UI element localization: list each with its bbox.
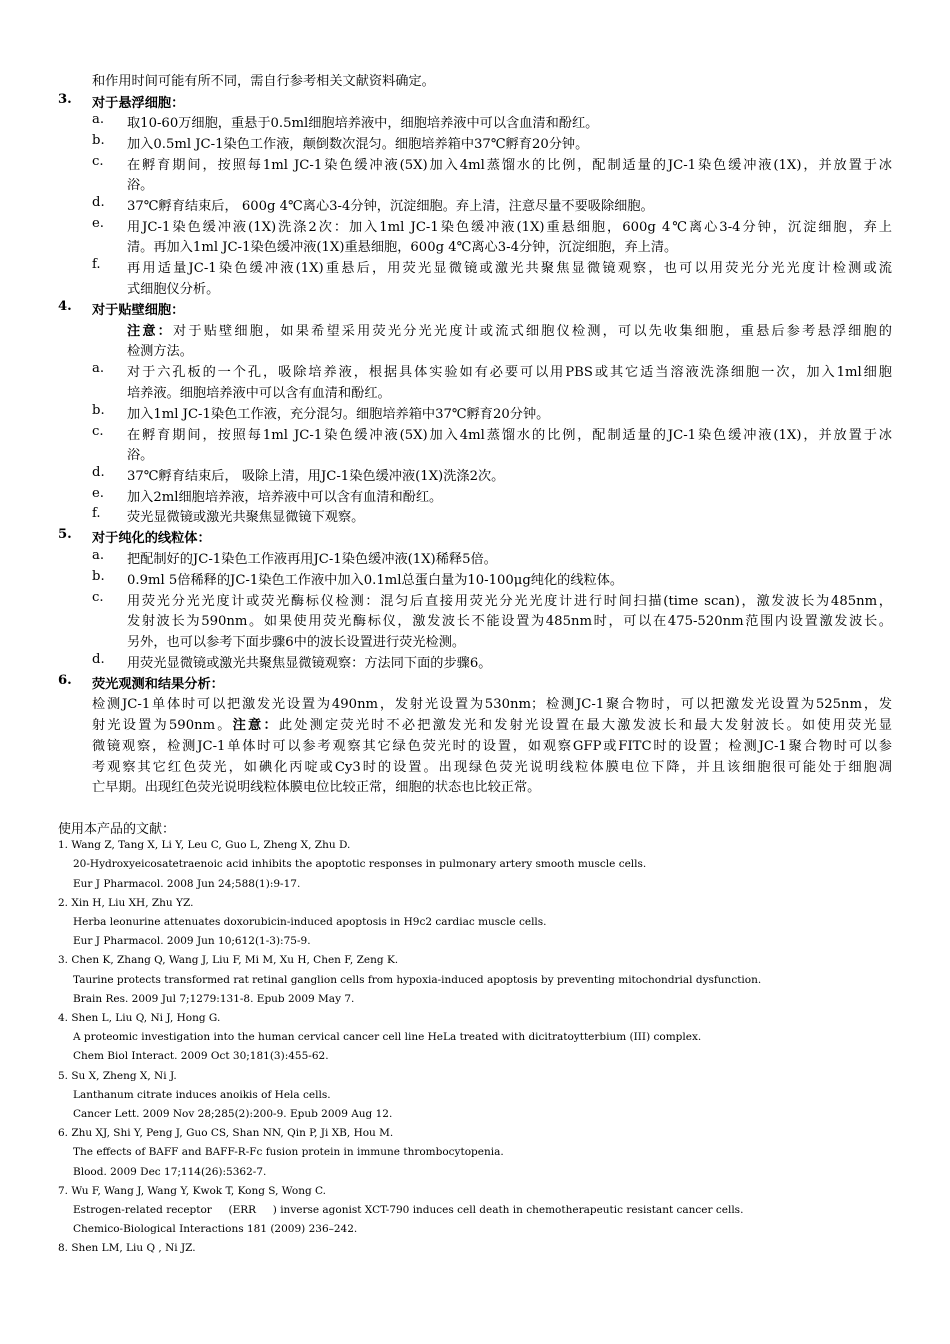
reference-8-number: 8. — [58, 1242, 69, 1254]
s4-item-d-line-1: 37℃孵育结束后， 吸除上清，用JC-1染色缓冲液(1X)洗涤2次。 — [127, 469, 505, 484]
reference-2-authors: Xin H, Liu XH, Zhu YZ. — [68, 897, 194, 909]
s6-para-line-2 — [92, 714, 892, 733]
reference-2-authors-line — [58, 897, 193, 909]
reference-8-authors-line — [58, 1242, 196, 1254]
reference-4-authors: Shen L, Liu Q, Ni J, Hong G. — [68, 1012, 221, 1024]
s5-item-a-letter: a. — [92, 548, 105, 563]
reference-2-source: Eur J Pharmacol. 2009 Jun 10;612(1-3):75-9. — [73, 935, 311, 947]
reference-3-authors: Chen K, Zhang Q, Wang J, Liu F, Mi M, Xu H, Chen F, Zeng K. — [71, 954, 399, 966]
section-6-number: 6. — [58, 673, 72, 688]
reference-5-authors: Su X, Zheng X, Ni J. — [68, 1070, 177, 1082]
intro-line: 和作用时间可能有所不同，需自行参考相关文献资料确定。 — [92, 74, 435, 89]
reference-5-title: Lanthanum citrate induces anoikis of Hela cells. — [73, 1089, 331, 1101]
references-heading: 使用本产品的文献： — [58, 822, 176, 837]
reference-3-number: 3. — [58, 954, 69, 966]
s4-item-a-letter: a. — [92, 361, 105, 376]
s5-item-b-letter: b. — [92, 569, 105, 584]
reference-6-title: The effects of BAFF and BAFF-R-Fc fusion protein in immune thrombocytopenia. — [73, 1146, 504, 1158]
reference-7-number: 7. — [58, 1185, 69, 1197]
s6-para-line-2b: 此处测定荧光时不必把激发光和发射光设置在最大激发波长和最大发射波长。如使用荧光显 — [278, 718, 892, 733]
reference-4-title: A proteomic investigation into the human cervical cancer cell line HeLa treated with dicitratoytterbium (III) complex. — [73, 1031, 702, 1043]
reference-4-source: Chem Biol Interact. 2009 Oct 30;181(3):455-62. — [73, 1050, 329, 1062]
reference-5-authors-line — [58, 1070, 177, 1082]
reference-6-number: 6. — [58, 1127, 69, 1139]
section-4-title: 对于贴壁细胞： — [92, 303, 185, 318]
s6-para-line-5: 亡早期。出现红色荧光说明线粒体膜电位比较正常，细胞的状态也比较正常。 — [92, 780, 541, 795]
reference-1-source: Eur J Pharmacol. 2008 Jun 24;588(1):9-17. — [73, 878, 301, 890]
s5-item-a-line-1: 把配制好的JC-1染色工作液再用JC-1染色缓冲液(1X)稀释5倍。 — [127, 552, 497, 567]
reference-8-authors: Shen LM, Liu Q , Ni JZ. — [68, 1242, 196, 1254]
section-5-title: 对于纯化的线粒体： — [92, 531, 211, 546]
s6-para-line-2a: 射光设置为590nm。 — [92, 718, 233, 733]
s4-note-text-1: 对于贴壁细胞，如果希望采用荧光分光光度计或流式细胞仪检测，可以先收集细胞，重悬后参考悬浮细胞的 — [173, 324, 892, 339]
s5-item-c-line-1: 用荧光分光光度计或荧光酶标仪检测：混匀后直接用荧光分光光度计进行时间扫描(time scan)，激发波长为485nm， — [127, 594, 892, 609]
reference-1-authors: Wang Z, Tang X, Li Y, Leu C, Guo L, Zheng X, Zhu D. — [71, 839, 351, 851]
s3-item-c-line-2: 浴。 — [127, 178, 154, 193]
s5-item-d-line-1: 用荧光显微镜或激光共聚焦显微镜观察：方法同下面的步骤6。 — [127, 656, 492, 671]
s4-item-e-letter: e. — [92, 486, 104, 501]
s4-item-d-letter: d. — [92, 465, 105, 480]
s4-item-c-line-2: 浴。 — [127, 448, 154, 463]
s4-item-c-letter: c. — [92, 424, 104, 439]
s4-item-a-line-1: 对于六孔板的一个孔，吸除培养液，根据具体实验如有必要可以用PBS或其它适当溶液洗涤细胞一次，加入1ml细胞 — [127, 365, 892, 380]
s5-item-c-letter: c. — [92, 590, 104, 605]
reference-3-title: Taurine protects transformed rat retinal ganglion cells from hypoxia-induced apoptosis by preventing mitochondrial dysfunction. — [73, 974, 762, 986]
section-6-title: 荧光观测和结果分析： — [92, 677, 224, 692]
reference-7-source: Chemico-Biological Interactions 181 (2009) 236–242. — [73, 1223, 358, 1235]
s4-item-c-line-1: 在孵育期间，按照每1ml JC-1染色缓冲液(5X)加入4ml蒸馏水的比例，配制适量的JC-1染色缓冲液(1X)，并放置于冰 — [127, 428, 892, 443]
s4-item-b-letter: b. — [92, 403, 105, 418]
s6-para-line-3: 微镜观察，检测JC-1单体时可以参考观察其它绿色荧光时的设置，如观察GFP或FITC时的设置；检测JC-1聚合物时可以参 — [92, 739, 892, 754]
s3-item-c-letter: c. — [92, 154, 104, 169]
s6-para-line-4: 考观察其它红色荧光，如碘化丙啶或Cy3时的设置。出现绿色荧光说明线粒体膜电位下降，并且该细胞很可能处于细胞凋 — [92, 760, 892, 775]
reference-6-source: Blood. 2009 Dec 17;114(26):5362-7. — [73, 1166, 267, 1178]
s3-item-d-letter: d. — [92, 195, 105, 210]
s4-note-label: 注意： — [127, 324, 174, 339]
s4-item-a-line-2: 培养液。细胞培养液中可以含有血清和酚红。 — [127, 386, 391, 401]
s3-item-b-letter: b. — [92, 133, 105, 148]
reference-1-authors-line — [58, 839, 350, 851]
s4-item-f-line-1: 荧光显微镜或激光共聚焦显微镜下观察。 — [127, 510, 365, 525]
section-5-number: 5. — [58, 527, 72, 542]
reference-7-title: Estrogen-related receptor (ERR ) inverse agonist XCT-790 induces cell death in chemotherapeutic resistant cancer cells. — [73, 1204, 744, 1216]
reference-2-number: 2. — [58, 897, 69, 909]
reference-7-authors: Wu F, Wang J, Wang Y, Kwok T, Kong S, Wong C. — [71, 1185, 327, 1197]
s3-item-e-letter: e. — [92, 216, 104, 231]
reference-1-number: 1. — [58, 839, 69, 851]
reference-1-title: 20-Hydroxyeicosatetraenoic acid inhibits the apoptotic responses in pulmonary artery smooth muscle cells. — [73, 858, 647, 870]
s5-item-d-letter: d. — [92, 652, 105, 667]
s6-note-label: 注意： — [232, 718, 279, 733]
reference-4-authors-line — [58, 1012, 220, 1024]
s3-item-e-line-1: 用JC-1染色缓冲液(1X)洗涤2次：加入1ml JC-1染色缓冲液(1X)重悬细胞，600g 4℃离心3-4分钟，沉淀细胞，弃上 — [127, 220, 892, 235]
s4-item-b-line-1: 加入1ml JC-1染色工作液，充分混匀。细胞培养箱中37℃孵育20分钟。 — [127, 407, 550, 422]
reference-3-source: Brain Res. 2009 Jul 7;1279:131-8. Epub 2009 May 7. — [73, 993, 355, 1005]
section-3-title: 对于悬浮细胞： — [92, 96, 185, 111]
section-3-number: 3. — [58, 92, 72, 107]
s3-item-e-line-2: 清。再加入1ml JC-1染色缓冲液(1X)重悬细胞，600g 4℃离心3-4分钟，沉淀细胞，弃上清。 — [127, 240, 678, 255]
reference-5-number: 5. — [58, 1070, 69, 1082]
s5-item-c-line-2: 发射波长为590nm。如果使用荧光酶标仪，激发波长不能设置为485nm时，可以在475-520nm范围内设置激发波长。 — [127, 614, 892, 629]
s3-item-a-line-1: 取10-60万细胞，重悬于0.5ml细胞培养液中，细胞培养液中可以含血清和酚红。 — [127, 116, 599, 131]
s3-item-f-line-1: 再用适量JC-1染色缓冲液(1X)重悬后，用荧光显微镜或激光共聚焦显微镜观察，也可以用荧光分光光度计检测或流 — [127, 261, 892, 276]
reference-6-authors: Zhu XJ, Shi Y, Peng J, Guo CS, Shan NN, Qin P, Ji XB, Hou M. — [71, 1127, 394, 1139]
s3-item-f-letter: f. — [92, 257, 101, 272]
s4-item-e-line-1: 加入2ml细胞培养液，培养液中可以含有血清和酚红。 — [127, 490, 443, 505]
section-4-number: 4. — [58, 299, 72, 314]
s6-para-line-1: 检测JC-1单体时可以把激发光设置为490nm，发射光设置为530nm；检测JC-1聚合物时，可以把激发光设置为525nm，发 — [92, 697, 892, 712]
s4-note-line-2: 检测方法。 — [127, 344, 193, 359]
reference-6-authors-line — [58, 1127, 393, 1139]
s3-item-c-line-1: 在孵育期间，按照每1ml JC-1染色缓冲液(5X)加入4ml蒸馏水的比例，配制适量的JC-1染色缓冲液(1X)，并放置于冰 — [127, 158, 892, 173]
s3-item-f-line-2: 式细胞仪分析。 — [127, 282, 220, 297]
s4-note-line-1 — [127, 320, 892, 339]
reference-3-authors-line — [58, 954, 398, 966]
s3-item-a-letter: a. — [92, 112, 105, 127]
reference-5-source: Cancer Lett. 2009 Nov 28;285(2):200-9. Epub 2009 Aug 12. — [73, 1108, 393, 1120]
s3-item-d-line-1: 37℃孵育结束后， 600g 4℃离心3-4分钟，沉淀细胞。弃上清，注意尽量不要吸除细胞。 — [127, 199, 654, 214]
reference-7-authors-line — [58, 1185, 326, 1197]
s4-item-f-letter: f. — [92, 506, 101, 521]
reference-4-number: 4. — [58, 1012, 69, 1024]
s5-item-c-line-3: 另外，也可以参考下面步骤6中的波长设置进行荧光检测。 — [127, 635, 466, 650]
s3-item-b-line-1: 加入0.5ml JC-1染色工作液，颠倒数次混匀。细胞培养箱中37℃孵育20分钟。 — [127, 137, 589, 152]
s5-item-b-line-1: 0.9ml 5倍稀释的JC-1染色工作液中加入0.1ml总蛋白量为10-100μg纯化的线粒体。 — [127, 573, 624, 588]
reference-2-title: Herba leonurine attenuates doxorubicin-induced apoptosis in H9c2 cardiac muscle cells. — [73, 916, 547, 928]
